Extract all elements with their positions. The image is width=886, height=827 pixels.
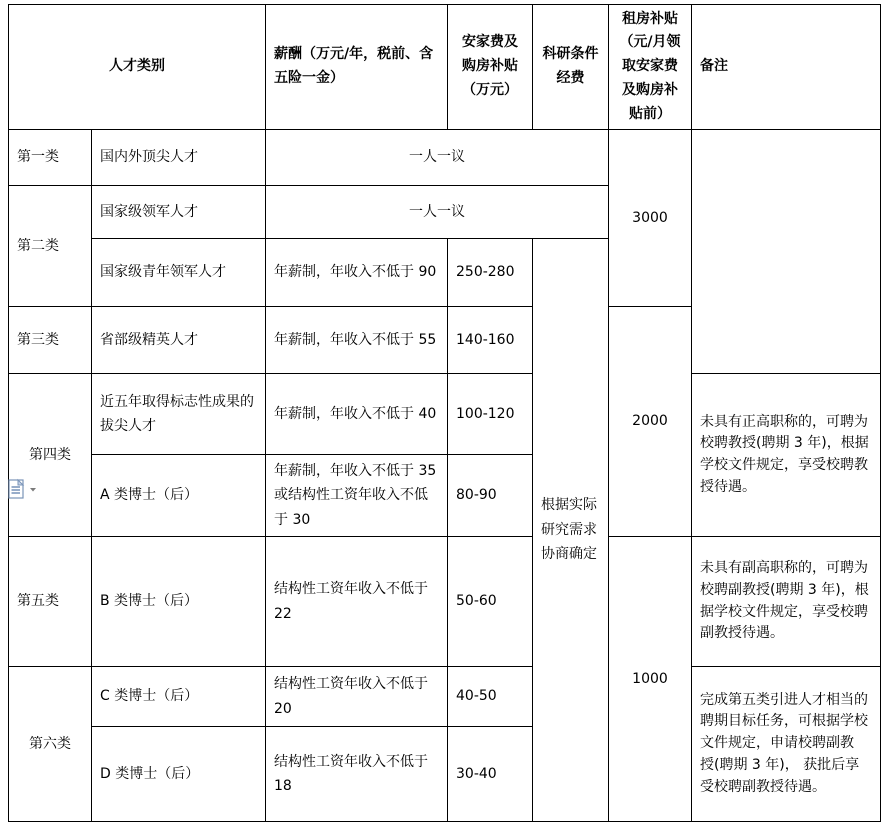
paste-options-icon[interactable] xyxy=(7,478,41,500)
settlement-cell: 140-160 xyxy=(448,307,533,374)
category-5: 第五类 xyxy=(9,537,92,667)
negotiable-cell: 一人一议 xyxy=(266,186,609,239)
settlement-cell: 40-50 xyxy=(448,667,533,727)
remarks-note-professor: 未具有正高职称的，可聘为校聘教授(聘期 3 年)，根据学校文件规定，享受校聘教授待遇。 xyxy=(692,374,881,537)
table-row xyxy=(9,374,881,455)
talent-type: 省部级精英人才 xyxy=(92,307,266,374)
header-settlement: 安家费及购房补贴（万元） xyxy=(448,5,533,130)
talent-type: 国家级青年领军人才 xyxy=(92,239,266,307)
header-remarks: 备注 xyxy=(692,5,881,130)
settlement-cell: 250-280 xyxy=(448,239,533,307)
negotiable-cell: 一人一议 xyxy=(266,130,609,186)
talent-type: 近五年取得标志性成果的拔尖人才 xyxy=(92,374,266,455)
talent-type: A 类博士（后） xyxy=(92,455,266,537)
rent-subsidy-1000: 1000 xyxy=(609,537,692,822)
category-4: 第四类 xyxy=(9,374,92,537)
remarks-note-associate: 未具有副高职称的，可聘为校聘副教授(聘期 3 年)，根据学校文件规定，享受校聘副教授待遇。 xyxy=(692,537,881,667)
rent-subsidy-3000: 3000 xyxy=(609,130,692,307)
category-2: 第二类 xyxy=(9,186,92,307)
talent-type: B 类博士（后） xyxy=(92,537,266,667)
settlement-cell: 100-120 xyxy=(448,374,533,455)
settlement-cell: 30-40 xyxy=(448,727,533,822)
remarks-note-target-task: 完成第五类引进人才相当的聘期目标任务，可根据学校文件规定，申请校聘副教 授(聘期 3 年)， 获批后享受校聘副教授待遇。 xyxy=(692,667,881,822)
talent-type: D 类博士（后） xyxy=(92,727,266,822)
header-research-funds: 科研条件经费 xyxy=(533,5,609,130)
table-row xyxy=(9,130,881,186)
salary-cell: 年薪制，年收入不低于 35 或结构性工资年收入不低于 30 xyxy=(266,455,448,537)
category-1: 第一类 xyxy=(9,130,92,186)
talent-table xyxy=(8,4,881,822)
salary-cell: 年薪制，年收入不低于 90 xyxy=(266,239,448,307)
settlement-cell: 50-60 xyxy=(448,537,533,667)
header-category: 人才类别 xyxy=(9,5,266,130)
salary-cell: 年薪制，年收入不低于 40 xyxy=(266,374,448,455)
settlement-cell: 80-90 xyxy=(448,455,533,537)
research-funds-cell: 根据实际研究需求协商确定 xyxy=(533,239,609,822)
talent-type: 国家级领军人才 xyxy=(92,186,266,239)
header-row xyxy=(9,5,881,130)
talent-type: C 类博士（后） xyxy=(92,667,266,727)
header-rent-subsidy: 租房补贴（元/月领取安家费及购房补贴前） xyxy=(609,5,692,130)
document-icon xyxy=(7,478,41,500)
remarks-empty xyxy=(692,130,881,374)
salary-cell: 结构性工资年收入不低于 22 xyxy=(266,537,448,667)
header-salary: 薪酬（万元/年，税前、含五险一金） xyxy=(266,5,448,130)
salary-cell: 结构性工资年收入不低于 20 xyxy=(266,667,448,727)
category-3: 第三类 xyxy=(9,307,92,374)
salary-cell: 结构性工资年收入不低于 18 xyxy=(266,727,448,822)
talent-type: 国内外顶尖人才 xyxy=(92,130,266,186)
salary-cell: 年薪制，年收入不低于 55 xyxy=(266,307,448,374)
rent-subsidy-2000: 2000 xyxy=(609,307,692,537)
category-6: 第六类 xyxy=(9,667,92,822)
table-row xyxy=(9,667,881,727)
table-row xyxy=(9,537,881,667)
